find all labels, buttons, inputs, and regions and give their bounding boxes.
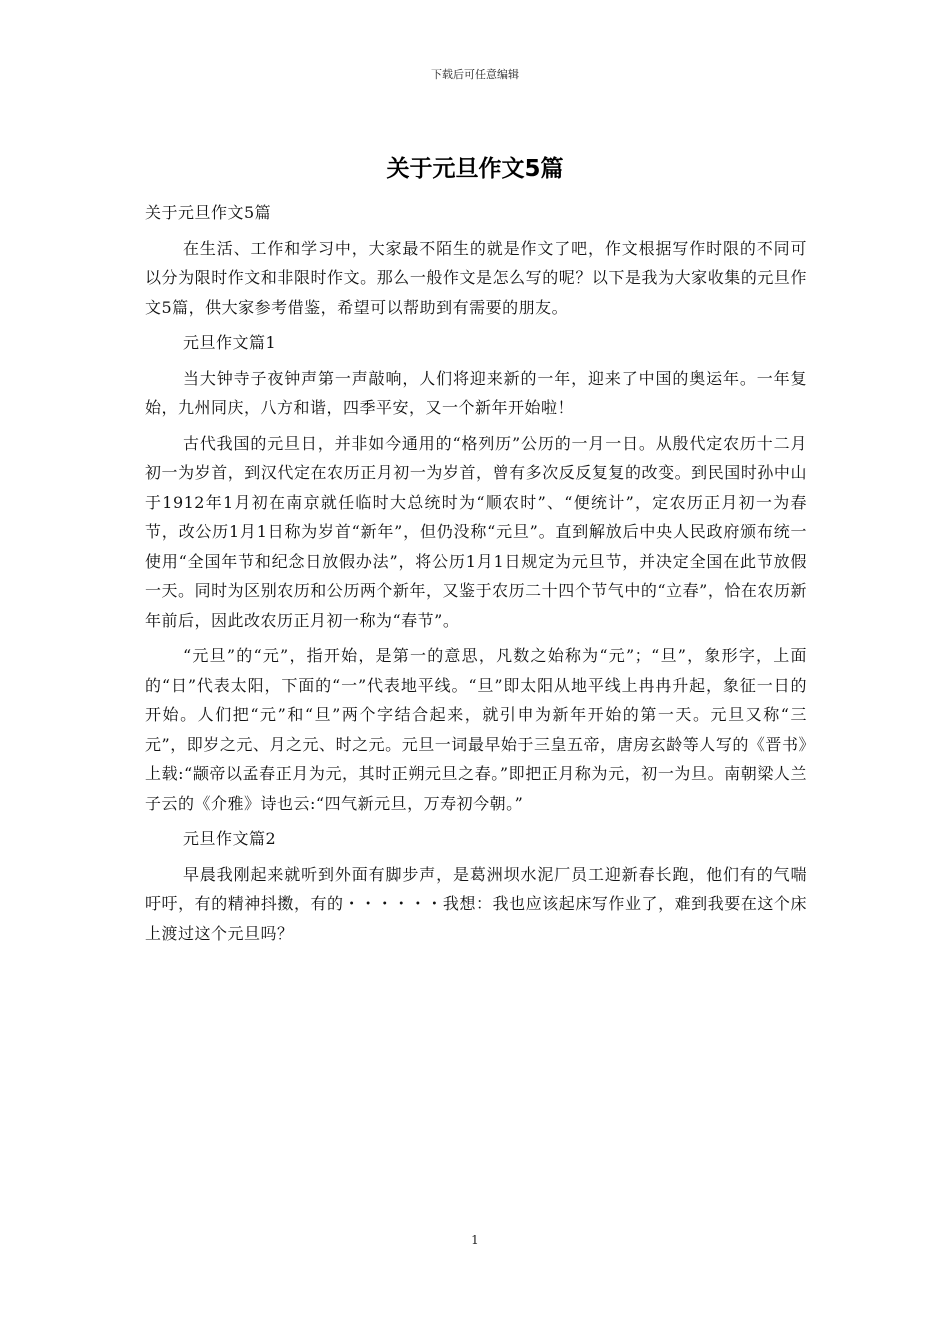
section-heading-essay-1: 元旦作文篇1	[183, 333, 277, 352]
paragraph: 当大钟寺子夜钟声第一声敲响，人们将迎来新的一年，迎来了中国的奥运年。一年复始，九州同庆，八方和谐，四季平安，又一个新年开始啦！	[145, 368, 807, 417]
document-title: 关于元旦作文5篇	[386, 156, 564, 182]
paragraph: 早晨我刚起来就听到外面有脚步声，是葛洲坝水泥厂员工迎新春长跑，他们有的气喘吁吁，有的精神抖擞，有的・・・・・・我想：我也应该起床写作业了，难到我要在这个床上渡过这个元旦吗？	[145, 864, 807, 943]
document-subtitle: 关于元旦作文5篇	[145, 203, 272, 222]
paragraph: “元旦”的“元”，指开始，是第一的意思，凡数之始称为“元”；“旦”，象形字，上面的“日”代表太阳，下面的“一”代表地平线。“旦”即太阳从地平线上冉冉升起，象征一日的开始。人们把“元”和“旦”两个字结合起来，就引申为新年开始的第一天。元旦又称“三元”，即岁之元、月之元、时之元。元旦一词最早始于三皇五帝，唐房玄龄等人写的《晋书》上载:“颛帝以孟春正月为元，其时正朔元旦之春。”即把正月称为元，初一为旦。南朝梁人兰子云的《介雅》诗也云:“四气新元旦，万寿初今朝。”	[145, 646, 807, 813]
paragraph: 古代我国的元旦日，并非如今通用的“格列历”公历的一月一日。从殷代定农历十二月初一为岁首，到汉代定在农历正月初一为岁首，曾有多次反反复复的改变。到民国时孙中山于1912年1月初在南京就任临时大总统时为“顺农时”、“便统计”，定农历正月初一为春节，改公历1月1日称为岁首“新年”，但仍没称“元旦”。直到解放后中央人民政府颁布统一使用“全国年节和纪念日放假办法”，将公历1月1日规定为元旦节，并决定全国在此节放假一天。同时为区别农历和公历两个新年，又鉴于农历二十四个节气中的“立春”，恰在农历新年前后，因此改农历正月初一称为“春节”。	[145, 433, 807, 630]
page-number: 1	[471, 1233, 479, 1247]
document-body	[145, 198, 807, 954]
header-note: 下载后可任意编辑	[431, 68, 519, 81]
section-heading-essay-2: 元旦作文篇2	[183, 829, 277, 848]
paragraph-intro: 在生活、工作和学习中，大家最不陌生的就是作文了吧，作文根据写作时限的不同可以分为限时作文和非限时作文。那么一般作文是怎么写的呢？以下是我为大家收集的元旦作文5篇，供大家参考借鉴，希望可以帮助到有需要的朋友。	[145, 238, 807, 317]
